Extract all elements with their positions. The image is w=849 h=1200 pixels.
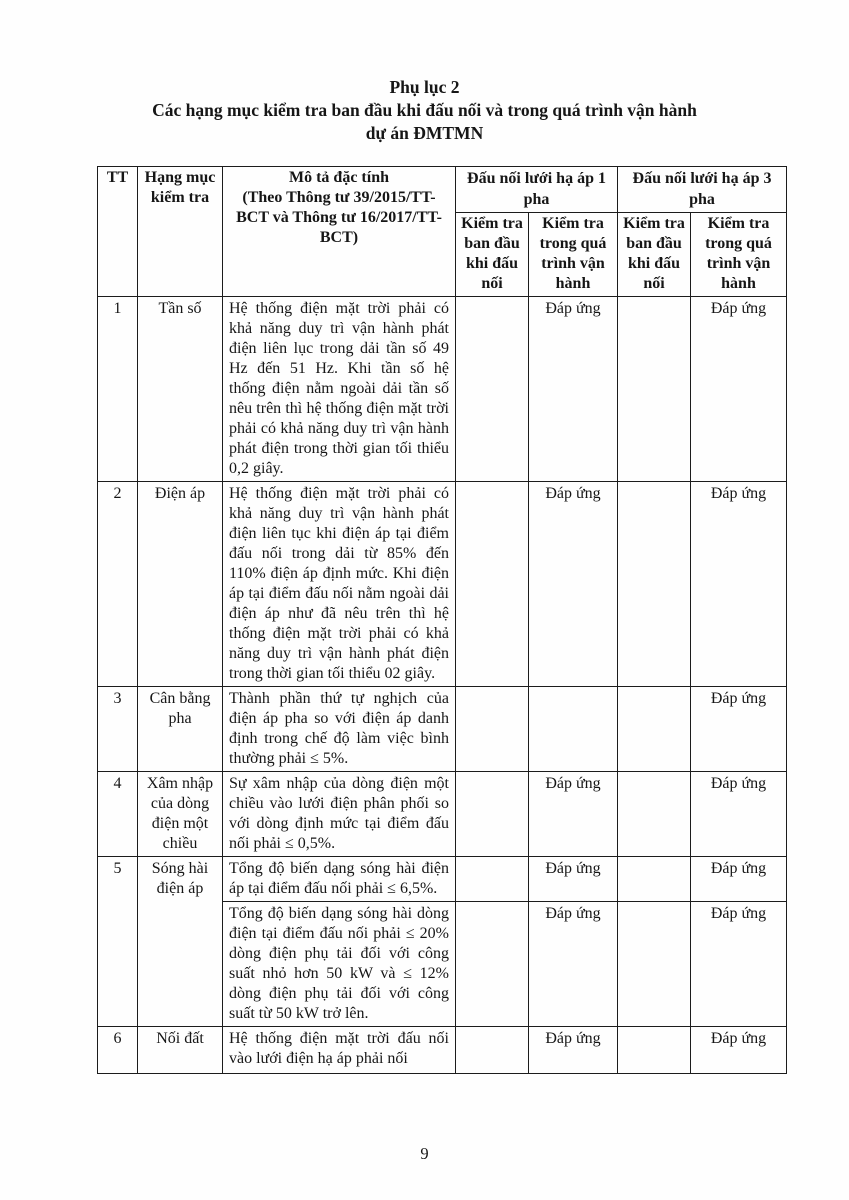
table-row-phase-balance [98, 687, 787, 772]
check-1pha-initial [456, 1027, 529, 1074]
check-3pha-initial [618, 297, 691, 482]
check-3pha-initial [618, 857, 691, 902]
row-number: 5 [98, 857, 138, 1027]
row-item: Cân bằng pha [138, 687, 223, 772]
row-description: Sự xâm nhập của dòng điện một chiều vào lưới điện phân phối so với dòng định mức tại điểm đấu nối phải ≤ 0,5%. [223, 772, 456, 857]
inspection-items-table [97, 166, 787, 1074]
check-3pha-initial [618, 687, 691, 772]
header-group-1-phase: Đấu nối lưới hạ áp 1 pha [456, 167, 618, 213]
check-3pha-initial [618, 482, 691, 687]
check-3pha-operation: Đáp ứng [691, 857, 787, 902]
row-description: Thành phần thứ tự nghịch của điện áp pha so với điện áp danh định trong chế độ làm việc bình thường phải ≤ 5%. [223, 687, 456, 772]
document-title-block [0, 76, 849, 145]
check-3pha-operation: Đáp ứng [691, 772, 787, 857]
row-description: Hệ thống điện mặt trời phải có khả năng duy trì vận hành phát điện liên lục trong dải tần số 49 Hz đến 51 Hz. Khi tần số hệ thống điện nằm ngoài dải tần số nêu trên thì hệ thống điện mặt trời phải có khả năng duy trì vận hành phát điện trong thời gian tối thiểu 0,2 giây. [223, 297, 456, 482]
header-3pha-initial-check: Kiểm tra ban đầu khi đấu nối [618, 213, 691, 297]
check-3pha-operation: Đáp ứng [691, 687, 787, 772]
row-number: 3 [98, 687, 138, 772]
row-item: Xâm nhập của dòng điện một chiều [138, 772, 223, 857]
header-1pha-operation-check: Kiểm tra trong quá trình vận hành [529, 213, 618, 297]
title-appendix: Phụ lục 2 [389, 77, 460, 97]
row-item: Tần số [138, 297, 223, 482]
table-row-voltage [98, 482, 787, 687]
check-3pha-operation: Đáp ứng [691, 1027, 787, 1074]
check-3pha-operation: Đáp ứng [691, 902, 787, 1027]
check-1pha-operation: Đáp ứng [529, 1027, 618, 1074]
title-main: Các hạng mục kiểm tra ban đầu khi đấu nối và trong quá trình vận hành [152, 100, 697, 120]
row-number: 1 [98, 297, 138, 482]
row-item: Nối đất [138, 1027, 223, 1074]
check-3pha-operation: Đáp ứng [691, 297, 787, 482]
header-description-title: Mô tả đặc tính [289, 169, 389, 186]
row-number: 4 [98, 772, 138, 857]
check-1pha-operation [529, 687, 618, 772]
check-1pha-initial [456, 902, 529, 1027]
table-row-frequency [98, 297, 787, 482]
header-item: Hạng mục kiểm tra [138, 167, 223, 297]
row-description: Hệ thống điện mặt trời đấu nối vào lưới điện hạ áp phải nối [223, 1027, 456, 1074]
row-item: Sóng hài điện áp [138, 857, 223, 1027]
row-description: Hệ thống điện mặt trời phải có khả năng duy trì vận hành phát điện liên tục khi điện áp tại điểm đấu nối trong dải từ 85% đến 110% điện áp định mức. Khi điện áp tại điểm đấu nối nằm ngoài dải điện áp như đã nêu trên thì hệ thống điện mặt trời phải có khả năng duy trì vận hành phát điện trong thời gian tối thiểu 02 giây. [223, 482, 456, 687]
row-number: 2 [98, 482, 138, 687]
check-1pha-initial [456, 857, 529, 902]
table-row-dc-injection [98, 772, 787, 857]
check-3pha-operation: Đáp ứng [691, 482, 787, 687]
table-row-voltage-harmonics-a [98, 857, 787, 902]
row-number: 6 [98, 1027, 138, 1074]
header-description [223, 167, 456, 297]
check-3pha-initial [618, 1027, 691, 1074]
header-1pha-initial-check: Kiểm tra ban đầu khi đấu nối [456, 213, 529, 297]
header-tt: TT [98, 167, 138, 297]
header-row-groups [98, 167, 787, 213]
check-3pha-initial [618, 772, 691, 857]
header-3pha-operation-check: Kiểm tra trong quá trình vận hành [691, 213, 787, 297]
table-row-grounding [98, 1027, 787, 1074]
check-1pha-operation: Đáp ứng [529, 297, 618, 482]
title-project: dự án ĐMTMN [365, 123, 484, 143]
check-1pha-operation: Đáp ứng [529, 482, 618, 687]
check-1pha-operation: Đáp ứng [529, 902, 618, 1027]
row-description: Tổng độ biến dạng sóng hài dòng điện tại điểm đấu nối phải ≤ 20% dòng điện phụ tải đối với công suất nhỏ hơn 50 kW và ≤ 12% dòng điện phụ tải đối với công suất từ 50 kW trở lên. [223, 902, 456, 1027]
check-1pha-initial [456, 482, 529, 687]
check-1pha-operation: Đáp ứng [529, 857, 618, 902]
page-number: 9 [420, 1144, 429, 1163]
header-group-3-phase: Đấu nối lưới hạ áp 3 pha [618, 167, 787, 213]
check-1pha-operation: Đáp ứng [529, 772, 618, 857]
row-description: Tổng độ biến dạng sóng hài điện áp tại điểm đấu nối phải ≤ 6,5%. [223, 857, 456, 902]
row-item: Điện áp [138, 482, 223, 687]
check-1pha-initial [456, 687, 529, 772]
header-description-reference: (Theo Thông tư 39/2015/TT-BCT và Thông tư 16/2017/TT-BCT) [236, 189, 442, 246]
check-1pha-initial [456, 297, 529, 482]
check-1pha-initial [456, 772, 529, 857]
check-3pha-initial [618, 902, 691, 1027]
